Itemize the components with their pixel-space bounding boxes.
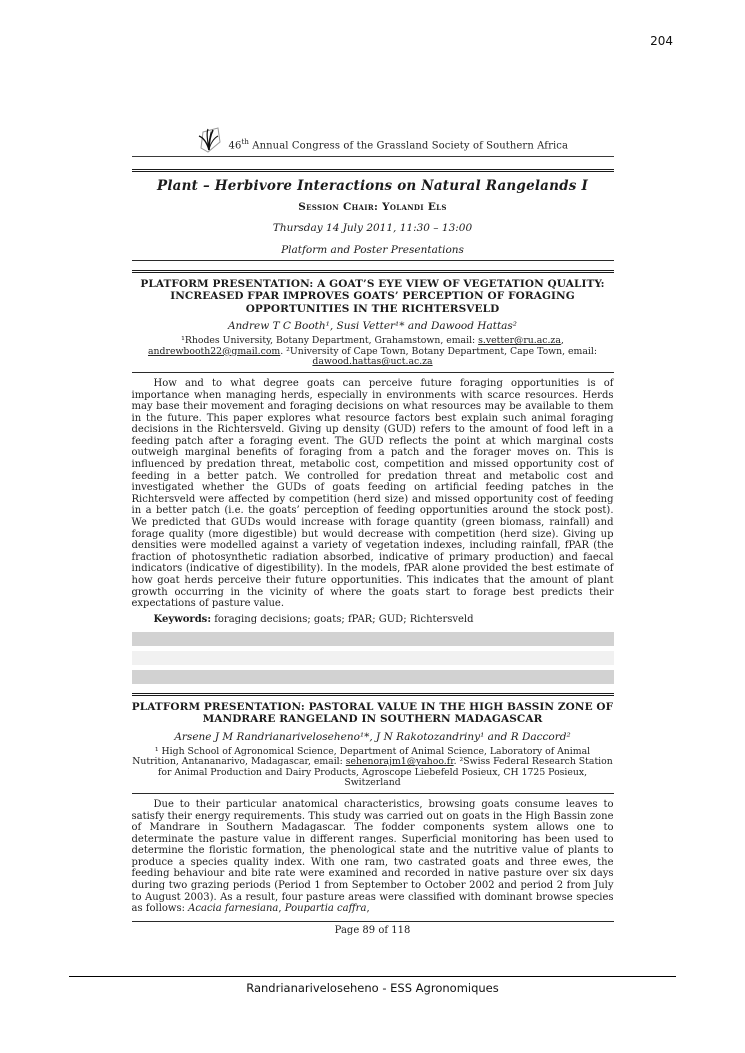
keywords-label: Keywords: [153, 613, 212, 625]
presentation2-top-rule [132, 693, 614, 696]
session-chair: Session Chair: Yolandi Els [298, 201, 447, 213]
session-top-rule [132, 169, 614, 172]
presentation2-title: PLATFORM PRESENTATION: PASTORAL VALUE IN THE HIGH BASSIN ZONE OF MANDRARE RANGELAND IN SOUTHERN MADAGASCAR [131, 700, 614, 726]
presentation1-keywords [132, 614, 614, 625]
placeholder-row [132, 651, 614, 665]
presentation2-authors: Arsene J M Randrianariveloseheno¹*, J N Rakotozandriny¹ and R Daccord² [174, 730, 571, 743]
placeholder-row [132, 670, 614, 684]
placeholder-rows [132, 632, 614, 684]
presentation1-abstract: How and to what degree goats can perceive future foraging opportunities is of importance when managing herds, especially in environments with scarce resources. Herds may base their movement and foraging decisions on what resources may be available to them in the future. This paper explores what resource factors best explain such animal foraging decisions in the Richtersveld. Giving up density (GUD) refers to the amount of food left in a feeding patch after a foraging event. The GUD reflects the point at which marginal costs outweigh marginal benefits of foraging from a patch and the forager moves on. This is influenced by predation threat, metabolic cost, competition and missed opportunity cost of feeding in a better patch. We controlled for predation threat and metabolic cost and investigated whether the GUDs of goats feeding on artificial feeding patches in the Richtersveld were affected by competition (herd size) and missed opportunity cost of feeding in a better patch (i.e. the goats’ perception of feeding opportunities around the stock post). We predicted that GUDs would increase with forage quantity (green biomass, rainfall) and forage quality (more digestible) but would decrease with competition (herd size). Giving up densities were modelled against a variety of vegetation indexes, including rainfall, fPAR (the fraction of photosynthetic radiation absorbed, indicative of primary production) and faecal indicators (indicative of digestibility). In the models, fPAR alone provided the best estimate of how goat herds perceive their future opportunities. This indicates that the amount of plant growth occurring in the vicinity of where the goats start to forage best predicts their expectations of pasture value. [131, 377, 614, 610]
page-number: 204 [650, 34, 673, 48]
presentation2-affiliations: ¹ High School of Agronomical Science, Department of Animal Science, Laboratory of Animal Nutrition, Antananarivo, Madagascar, email: sehenorajm1@yahoo.fr. ²Swiss Federal Research Station for Animal Production and Dairy Products, Agroscope Liebefeld Posieux, CH 1725 Posieux, Switzerland [132, 747, 614, 794]
species-name: Acacia farnesiana [188, 903, 279, 915]
email-link[interactable]: andrewbooth22@gmail.com [148, 345, 281, 357]
page-footer [132, 921, 614, 936]
bottom-bar-label: Randrianariveloseheno - ESS Agronomiques [246, 981, 499, 995]
keywords-text: foraging decisions; goats; fPAR; GUD; Richtersveld [211, 613, 474, 625]
congress-header [132, 126, 614, 157]
presentation1-top-rule [132, 270, 614, 273]
grassland-society-logo-icon [196, 126, 222, 153]
presentation1-title: PLATFORM PRESENTATION: A GOAT’S EYE VIEW OF VEGETATION QUALITY: INCREASED FPAR IMPROVES GOATS’ PERCEPTION OF FORAGING OPPORTUNITIES IN THE RICHTERSVELD [140, 278, 605, 315]
page-content [132, 126, 614, 936]
congress-ordinal-sup: th [241, 137, 249, 146]
session-type: Platform and Poster Presentations [132, 244, 614, 261]
congress-title: 46th Annual Congress of the Grassland Society of Southern Africa [228, 137, 569, 151]
presentation1-affiliations: ¹Rhodes University, Botany Department, Grahamstown, email: s.vetter@ru.ac.za, andrewbooth22@gmail.com. ²University of Cape Town, Botany Department, Cape Town, email: dawood.hattas@uct.ac.za [132, 336, 614, 373]
session-datetime: Thursday 14 July 2011, 11:30 – 13:00 [272, 222, 473, 234]
email-link[interactable]: sehenorajm1@yahoo.fr [345, 756, 454, 768]
placeholder-row [132, 632, 614, 646]
page-footer-label: Page 89 of 118 [334, 924, 411, 936]
session-title: Plant – Herbivore Interactions on Natural Rangelands I [156, 178, 589, 194]
email-link[interactable]: s.vetter@ru.ac.za [478, 335, 561, 347]
presentation2-abstract: Due to their particular anatomical characteristics, browsing goats consume leaves to satisfy their energy requirements. This study was carried out on goats in the High Bassin zone of Mandrare in Southern Madagascar. The fodder components system allows one to determinate the pasture value in different ranges. Superficial monitoring has been used to determine the floristic formation, the phenological state and the nutritive value of plants to produce a species quality index. With one ram, two castrated goats and three ewes, the feeding behaviour and bite rate were examined and recorded in native pasture over six days during two grazing periods (Period 1 from September to October 2002 and period 2 from July to August 2003). As a result, four pasture areas were classified with dominant browse species as follows: Acacia farnesiana, Poupartia caffra, [131, 798, 614, 915]
email-link[interactable]: dawood.hattas@uct.ac.za [312, 356, 433, 368]
presentation1-authors: Andrew T C Booth¹, Susi Vetter¹* and Dawood Hattas² [227, 320, 518, 333]
bottom-bar [69, 976, 676, 995]
species-name: Poupartia caffra [284, 903, 367, 915]
